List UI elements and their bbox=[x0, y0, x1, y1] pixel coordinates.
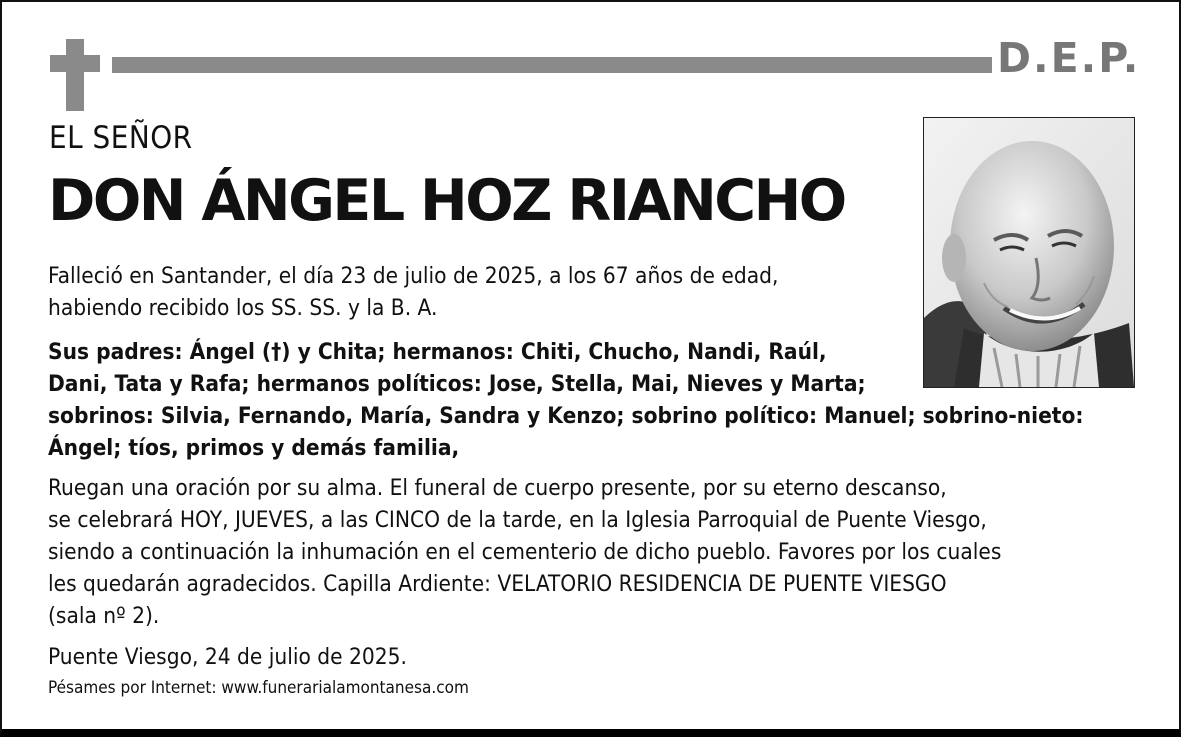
text-line: sobrinos: Silvia, Fernando, María, Sandra y Kenzo; sobrino político: Manuel; sobrino-nieto: bbox=[48, 403, 1084, 429]
honorific: EL SEÑOR bbox=[49, 120, 193, 156]
text-line: Falleció en Santander, el día 23 de julio de 2025, a los 67 años de edad, bbox=[48, 263, 779, 289]
deceased-name: DON ÁNGEL HOZ RIANCHO bbox=[48, 168, 845, 234]
dep-badge: D.E.P. bbox=[997, 34, 1141, 82]
header-rule bbox=[112, 57, 992, 73]
place-date: Puente Viesgo, 24 de julio de 2025. bbox=[48, 644, 407, 670]
text-line: les quedarán agradecidos. Capilla Ardiente: VELATORIO RESIDENCIA DE PUENTE VIESGO bbox=[48, 571, 947, 597]
death-announcement bbox=[48, 260, 778, 324]
family-list bbox=[48, 336, 1084, 464]
text-line: Dani, Tata y Rafa; hermanos políticos: Jose, Stella, Mai, Nieves y Marta; bbox=[48, 371, 866, 397]
funeral-details bbox=[48, 472, 1001, 632]
text-line: Ángel; tíos, primos y demás familia, bbox=[48, 435, 460, 461]
text-line: (sala nº 2). bbox=[48, 603, 160, 629]
text-line: se celebrará HOY, JUEVES, a las CINCO de la tarde, en la Iglesia Parroquial de Puente Viesgo, bbox=[48, 507, 987, 533]
text-line: Ruegan una oración por su alma. El funeral de cuerpo presente, por su eterno descanso, bbox=[48, 475, 947, 501]
condolences-link[interactable]: Pésames por Internet: www.funerarialamontanesa.com bbox=[48, 678, 469, 698]
text-line: siendo a continuación la inhumación en el cementerio de dicho pueblo. Favores por los cuales bbox=[48, 539, 1002, 565]
text-line: habiendo recibido los SS. SS. y la B. A. bbox=[48, 295, 438, 321]
text-line: Sus padres: Ángel (†) y Chita; hermanos: Chiti, Chucho, Nandi, Raúl, bbox=[48, 339, 827, 365]
